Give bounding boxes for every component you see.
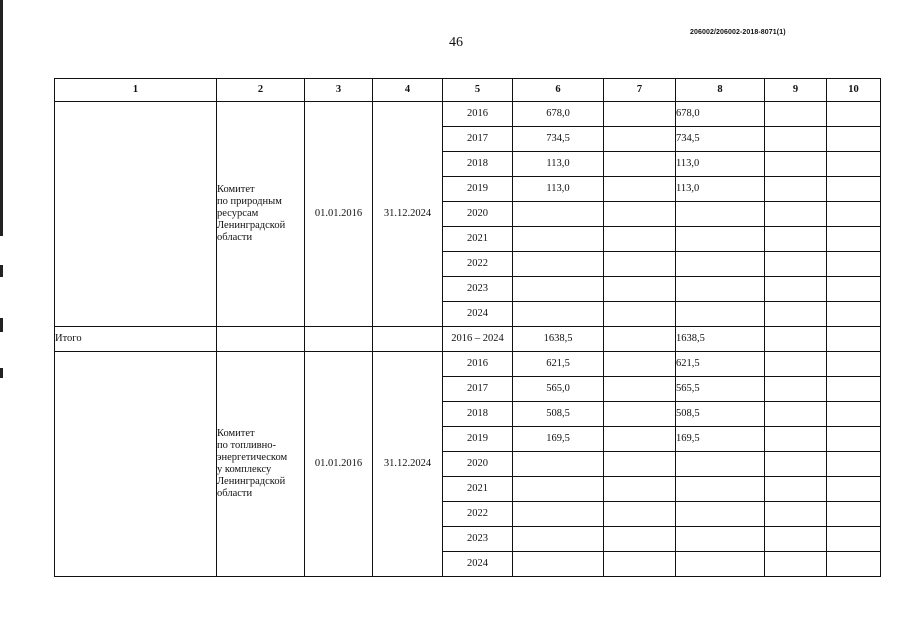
program-cell — [55, 102, 217, 327]
end-date-cell: 31.12.2024 — [373, 352, 443, 577]
column-header: 3 — [305, 79, 373, 102]
amount-col7-cell — [604, 527, 676, 552]
year-cell: 2018 — [443, 402, 513, 427]
amount-col8-cell — [676, 502, 765, 527]
program-cell — [55, 352, 217, 577]
amount-col7-cell — [604, 552, 676, 577]
amount-col9-cell — [765, 477, 827, 502]
amount-col7-cell — [604, 252, 676, 277]
year-cell: 2016 — [443, 102, 513, 127]
amount-col8-cell — [676, 202, 765, 227]
empty-cell — [373, 327, 443, 352]
amount-total-cell — [513, 202, 604, 227]
amount-col7-cell — [604, 227, 676, 252]
amount-col9-cell — [765, 427, 827, 452]
agency-name-line: области — [217, 488, 253, 499]
amount-col7-cell — [604, 202, 676, 227]
amount-col8-cell — [676, 552, 765, 577]
year-cell: 2022 — [443, 502, 513, 527]
year-cell: 2023 — [443, 277, 513, 302]
amount-total-cell: 113,0 — [513, 152, 604, 177]
year-cell: 2018 — [443, 152, 513, 177]
amount-col8-cell: 565,5 — [676, 377, 765, 402]
scan-edge-mark — [0, 0, 3, 236]
empty-cell — [827, 327, 881, 352]
amount-col7-cell — [604, 427, 676, 452]
amount-col10-cell — [827, 427, 881, 452]
amount-col10-cell — [827, 527, 881, 552]
column-header: 2 — [217, 79, 305, 102]
amount-col10-cell — [827, 277, 881, 302]
page-number: 46 — [449, 35, 463, 50]
amount-col10-cell — [827, 552, 881, 577]
amount-col8-cell: 678,0 — [676, 102, 765, 127]
amount-col10-cell — [827, 102, 881, 127]
amount-total-cell — [513, 502, 604, 527]
column-header: 7 — [604, 79, 676, 102]
header-row — [55, 79, 881, 102]
agency-name-line: у комплексу — [217, 464, 272, 475]
budget-table — [54, 78, 881, 577]
amount-col9-cell — [765, 127, 827, 152]
amount-col10-cell — [827, 152, 881, 177]
amount-col8-cell: 621,5 — [676, 352, 765, 377]
amount-total-cell: 678,0 — [513, 102, 604, 127]
amount-col7-cell — [604, 477, 676, 502]
amount-col7-cell — [604, 377, 676, 402]
amount-col9-cell — [765, 227, 827, 252]
agency-name-line: области — [217, 232, 253, 243]
agency-cell — [217, 102, 305, 327]
amount-col7-cell — [604, 402, 676, 427]
agency-name-line: ресурсам — [217, 208, 259, 219]
column-header: 5 — [443, 79, 513, 102]
table-row — [55, 102, 881, 127]
agency-name-line: по топливно- — [217, 440, 276, 451]
amount-col9-cell — [765, 377, 827, 402]
total-col8-cell: 1638,5 — [676, 327, 765, 352]
amount-col7-cell — [604, 277, 676, 302]
amount-total-cell: 113,0 — [513, 177, 604, 202]
amount-total-cell — [513, 277, 604, 302]
column-header: 8 — [676, 79, 765, 102]
amount-total-cell — [513, 452, 604, 477]
year-cell: 2023 — [443, 527, 513, 552]
amount-col8-cell: 113,0 — [676, 177, 765, 202]
amount-total-cell — [513, 527, 604, 552]
end-date-cell: 31.12.2024 — [373, 102, 443, 327]
start-date-cell: 01.01.2016 — [305, 102, 373, 327]
amount-col8-cell — [676, 452, 765, 477]
amount-col7-cell — [604, 177, 676, 202]
column-header: 1 — [55, 79, 217, 102]
amount-col7-cell — [604, 302, 676, 327]
amount-col9-cell — [765, 277, 827, 302]
amount-col8-cell — [676, 252, 765, 277]
scan-edge-mark — [0, 368, 3, 378]
amount-total-cell: 169,5 — [513, 427, 604, 452]
amount-total-cell — [513, 227, 604, 252]
amount-col7-cell — [604, 502, 676, 527]
agency-name-line: Ленинградской — [217, 220, 286, 231]
amount-col10-cell — [827, 227, 881, 252]
amount-col9-cell — [765, 302, 827, 327]
amount-col9-cell — [765, 177, 827, 202]
amount-col10-cell — [827, 252, 881, 277]
agency-name-line: Ленинградской — [217, 476, 286, 487]
amount-col10-cell — [827, 502, 881, 527]
amount-col9-cell — [765, 252, 827, 277]
column-header: 4 — [373, 79, 443, 102]
document-code: 206002/206002-2018-8071(1) — [690, 29, 786, 36]
total-label: Итого — [55, 327, 217, 352]
agency-name-line: Комитет — [217, 428, 255, 439]
amount-col8-cell: 508,5 — [676, 402, 765, 427]
amount-col10-cell — [827, 377, 881, 402]
empty-cell — [604, 327, 676, 352]
amount-col9-cell — [765, 402, 827, 427]
amount-col9-cell — [765, 352, 827, 377]
amount-col8-cell — [676, 277, 765, 302]
year-cell: 2020 — [443, 452, 513, 477]
total-period-cell: 2016 – 2024 — [443, 327, 513, 352]
agency-name-line: по природным — [217, 196, 282, 207]
year-cell: 2019 — [443, 427, 513, 452]
amount-col8-cell: 113,0 — [676, 152, 765, 177]
amount-total-cell: 734,5 — [513, 127, 604, 152]
amount-col9-cell — [765, 452, 827, 477]
amount-col7-cell — [604, 152, 676, 177]
amount-col8-cell: 734,5 — [676, 127, 765, 152]
amount-total-cell — [513, 302, 604, 327]
amount-col8-cell — [676, 227, 765, 252]
column-header: 9 — [765, 79, 827, 102]
amount-total-cell: 508,5 — [513, 402, 604, 427]
empty-cell — [305, 327, 373, 352]
amount-col9-cell — [765, 102, 827, 127]
total-amount-cell: 1638,5 — [513, 327, 604, 352]
amount-col10-cell — [827, 177, 881, 202]
amount-col9-cell — [765, 502, 827, 527]
amount-col10-cell — [827, 202, 881, 227]
table-row — [55, 352, 881, 377]
amount-total-cell: 565,0 — [513, 377, 604, 402]
scan-edge-mark — [0, 265, 3, 277]
agency-name-line: энергетическом — [217, 452, 288, 463]
amount-col9-cell — [765, 527, 827, 552]
agency-name-line: Комитет — [217, 184, 255, 195]
amount-col8-cell: 169,5 — [676, 427, 765, 452]
amount-col7-cell — [604, 127, 676, 152]
amount-col7-cell — [604, 452, 676, 477]
amount-col7-cell — [604, 102, 676, 127]
amount-col8-cell — [676, 302, 765, 327]
empty-cell — [765, 327, 827, 352]
amount-total-cell: 621,5 — [513, 352, 604, 377]
amount-col9-cell — [765, 152, 827, 177]
amount-col9-cell — [765, 552, 827, 577]
scan-edge-mark — [0, 318, 3, 332]
year-cell: 2019 — [443, 177, 513, 202]
amount-col10-cell — [827, 302, 881, 327]
amount-col10-cell — [827, 127, 881, 152]
amount-col8-cell — [676, 477, 765, 502]
column-header: 10 — [827, 79, 881, 102]
amount-col10-cell — [827, 402, 881, 427]
year-cell: 2024 — [443, 302, 513, 327]
year-cell: 2017 — [443, 377, 513, 402]
start-date-cell: 01.01.2016 — [305, 352, 373, 577]
total-row — [55, 327, 881, 352]
amount-col10-cell — [827, 352, 881, 377]
amount-total-cell — [513, 552, 604, 577]
year-cell: 2017 — [443, 127, 513, 152]
empty-cell — [217, 327, 305, 352]
amount-col8-cell — [676, 527, 765, 552]
agency-cell — [217, 352, 305, 577]
amount-col10-cell — [827, 477, 881, 502]
year-cell: 2021 — [443, 227, 513, 252]
year-cell: 2022 — [443, 252, 513, 277]
amount-col9-cell — [765, 202, 827, 227]
amount-col10-cell — [827, 452, 881, 477]
year-cell: 2024 — [443, 552, 513, 577]
year-cell: 2021 — [443, 477, 513, 502]
column-header: 6 — [513, 79, 604, 102]
amount-total-cell — [513, 252, 604, 277]
amount-total-cell — [513, 477, 604, 502]
amount-col7-cell — [604, 352, 676, 377]
year-cell: 2016 — [443, 352, 513, 377]
year-cell: 2020 — [443, 202, 513, 227]
